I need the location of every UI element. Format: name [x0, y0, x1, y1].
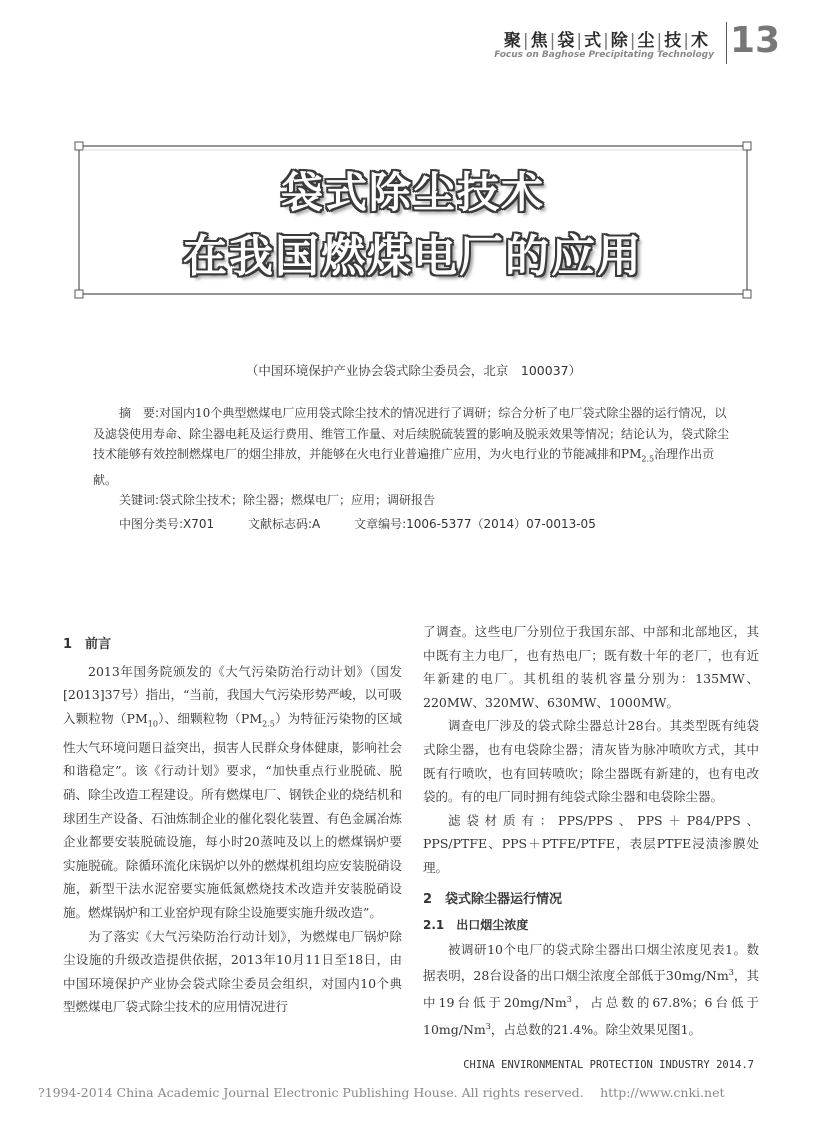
paragraph-text: ，占总数的21.4%。除尘效果见图1。	[490, 1021, 702, 1037]
section-heading-1: 1 前言	[63, 637, 112, 652]
paragraph-text: ，其中19台低于20mg/Nm	[423, 968, 759, 1011]
abstract-text: 对国内10个典型燃煤电厂应用袋式除尘技术的情况进行了调研；综合分析了电厂袋式除尘器的运行情况，以及滤袋使用寿命、除尘器电耗及运行费用、维管工作量、对后续脱硫装置的影响及脱汞效果等情况；结论认为，袋式除尘技术能够有效控制燃煤电厂的烟尘排放，并能够在火电行业普遍推广应用，为火电行业的节能减排和PM	[93, 406, 730, 461]
right-column	[423, 620, 759, 1042]
page-number: 13	[730, 20, 781, 61]
paragraph-text: ）为特征污染物的区域性大气环境问题日益突出，损害人民群众身体健康，影响社会和谐稳定”。该《行动计划》要求，“加快重点行业脱硫、脱硝、除尘改造工程建设。所有燃煤电厂、钢铁企业的烧结机和球团生产设备、石油炼制企业的催化裂化装置、有色金属冶炼企业都要安装脱硫设施，每小时20蒸吨及以上的燃煤锅炉要实施脱硫。除循环流化床锅炉以外的燃煤机组均应安装脱硝设施，新型干法水泥窑要实施低氮燃烧技术改造并安装脱硝设施。燃煤锅炉和工业窑炉现有除尘设施要实施升级改造”。	[63, 710, 402, 921]
paragraph: 滤袋材质有：PPS/PPS、PPS＋P84/PPS、PPS/PTFE、PPS＋PTFE/PTFE，表层PTFE浸渍渗膜处理。	[423, 812, 759, 875]
header-char: 尘	[637, 31, 656, 51]
paragraph: 调查电厂涉及的袋式除尘器总计28台。其类型既有纯袋式除尘器，也有电袋除尘器；清灰皆为脉冲喷吹方式，其中既有行喷吹，也有回转喷吹；除尘器既有新建的，也有电改袋的。有的电厂同时拥有纯袋式除尘器和电袋除尘器。	[423, 718, 759, 805]
paragraph-text: 2013年国务院颁发的《大气污染防治行动计划》（国发[2013]37号）指出，“当前，我国大气污染形势严峻，以可吸入颗粒物（PM	[63, 663, 402, 726]
superscript: 3	[485, 1021, 491, 1031]
paragraph: 为了落实《大气污染防治行动计划》，为燃煤电厂锅炉除尘设施的升级改造提供依据，2013年10月11日至18日，由中国环境保护产业协会袋式除尘委员会组织，对国内10个典型燃煤电厂袋式除尘技术的应用情况进行	[63, 928, 402, 1015]
keywords-text: 袋式除尘技术；除尘器；燃煤电厂；应用；调研报告	[159, 493, 436, 508]
header-char: 式	[584, 31, 603, 51]
article-number: 文章编号:1006-5377（2014）07-0013-05	[354, 517, 596, 531]
abstract	[93, 403, 736, 511]
header-char: 袋	[557, 31, 576, 51]
author-affiliation: （中国环境保护产业协会袋式除尘委员会，北京 100037）	[245, 363, 582, 378]
paragraph	[423, 938, 759, 1042]
section-heading-2: 2 袋式除尘器运行情况	[423, 891, 563, 907]
paragraph-text: ，占总数的67.8%；6台低于10mg/Nm	[423, 995, 759, 1037]
header-char: 术	[691, 31, 709, 51]
subsection-heading-2-1: 2.1 出口烟尘浓度	[423, 918, 529, 933]
superscript: 3	[728, 968, 734, 978]
header-divider	[726, 22, 727, 64]
copyright-notice: ?1994-2014 China Academic Journal Electronic Publishing House. All rights reserved. http://www.cnki.net	[38, 1085, 725, 1100]
journal-footer: CHINA ENVIRONMENTAL PROTECTION INDUSTRY 2014.7	[463, 1059, 754, 1071]
keywords	[93, 490, 736, 511]
title-box	[73, 140, 753, 300]
running-header-title: 聚|焦|袋|式|除|尘|技|术	[503, 31, 709, 51]
article-title-line1: 袋式除尘技术	[280, 168, 545, 217]
subscript: 2.5	[262, 719, 275, 729]
paragraph	[63, 660, 402, 925]
document-code: 文献标志码:A	[248, 517, 321, 531]
article-title-line2: 在我国燃煤电厂的应用	[183, 231, 643, 282]
left-column	[63, 630, 402, 1019]
article-metadata	[119, 515, 626, 532]
running-header-subtitle: Focus on Baghose Precipitating Technology	[494, 50, 714, 60]
header-char: 技	[664, 31, 683, 51]
paragraph-text: ）、细颗粒物（PM	[157, 710, 263, 726]
paragraph-text: 被调研10个电厂的袋式除尘器出口烟尘浓度见表1。数据表明，28台设备的出口烟尘浓度全部低于30mg/Nm	[423, 941, 759, 984]
subscript: 10	[147, 719, 158, 729]
clc-number: 中图分类号:X701	[119, 517, 215, 531]
header-char: 焦	[530, 31, 549, 51]
paragraph: 了调查。这些电厂分别位于我国东部、中部和北部地区，其中既有主力电厂，也有热电厂；既有数十年的老厂，也有近年新建的电厂。其机组的装机容量分别为：135MW、220MW、320MW、630MW、1000MW。	[423, 624, 759, 710]
abstract-label: 摘 要:	[119, 406, 160, 420]
header-char: 除	[610, 31, 629, 51]
abstract-text-end: 治理作出贡献。	[93, 447, 715, 487]
superscript: 3	[566, 995, 572, 1005]
header-char: 聚	[503, 31, 522, 51]
abstract-subscript: 2.5	[641, 454, 655, 464]
keywords-label: 关键词:	[119, 493, 160, 508]
